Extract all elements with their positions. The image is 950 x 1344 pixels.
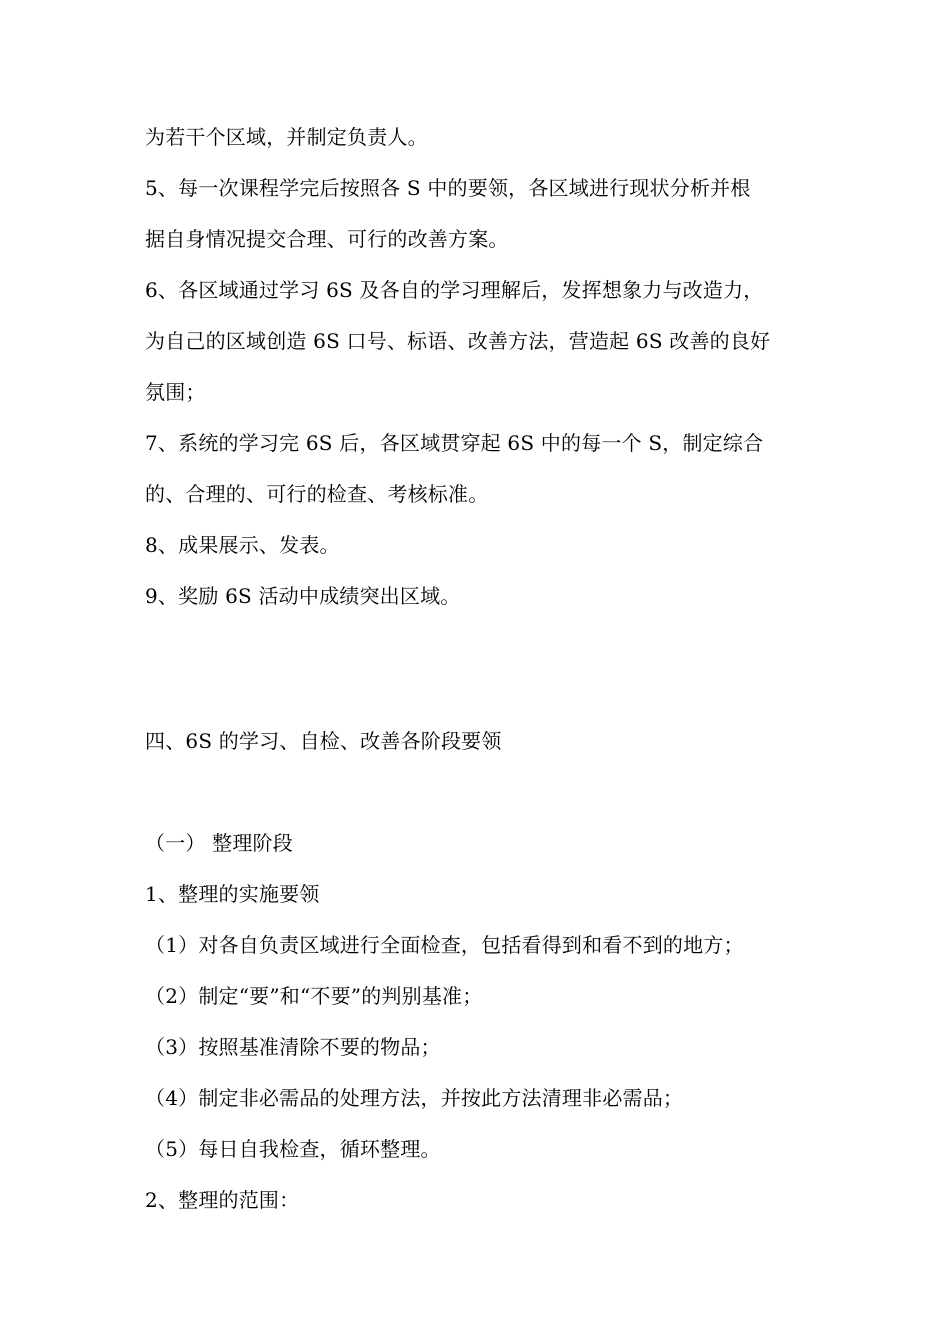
- paragraph-line: 的、合理的、可行的检查、考核标准。: [145, 482, 489, 506]
- item-heading: 2、整理的范围：: [145, 1188, 300, 1212]
- list-item-7: 7、系统的学习完 6S 后，各区域贯穿起 6S 中的每一个 S，制定综合: [145, 431, 764, 455]
- section-heading: 四、6S 的学习、自检、改善各阶段要领: [145, 729, 502, 753]
- subsection-heading: （一） 整理阶段: [145, 831, 293, 855]
- sub-item-1: （1）对各自负责区域进行全面检查，包括看得到和看不到的地方；: [145, 933, 744, 957]
- list-item-8: 8、成果展示、发表。: [145, 533, 340, 557]
- sub-item-2: （2）制定“要”和“不要”的判别基准；: [145, 984, 483, 1008]
- list-item-6: 6、各区域通过学习 6S 及各自的学习理解后，发挥想象力与改造力，: [145, 278, 764, 302]
- paragraph-line: 氛围；: [145, 380, 206, 404]
- paragraph-line: 为自己的区域创造 6S 口号、标语、改善方法，营造起 6S 改善的良好: [145, 329, 771, 353]
- list-item-9: 9、奖励 6S 活动中成绩突出区域。: [145, 584, 461, 608]
- sub-item-5: （5）每日自我检查，循环整理。: [145, 1137, 441, 1161]
- paragraph-line: 为若干个区域，并制定负责人。: [145, 125, 428, 149]
- paragraph-line: 据自身情况提交合理、可行的改善方案。: [145, 227, 509, 251]
- sub-item-4: （4）制定非必需品的处理方法，并按此方法清理非必需品；: [145, 1086, 684, 1110]
- sub-item-3: （3）按照基准清除不要的物品；: [145, 1035, 441, 1059]
- list-item-5: 5、每一次课程学完后按照各 S 中的要领，各区域进行现状分析并根: [145, 176, 751, 200]
- item-heading: 1、整理的实施要领: [145, 882, 320, 906]
